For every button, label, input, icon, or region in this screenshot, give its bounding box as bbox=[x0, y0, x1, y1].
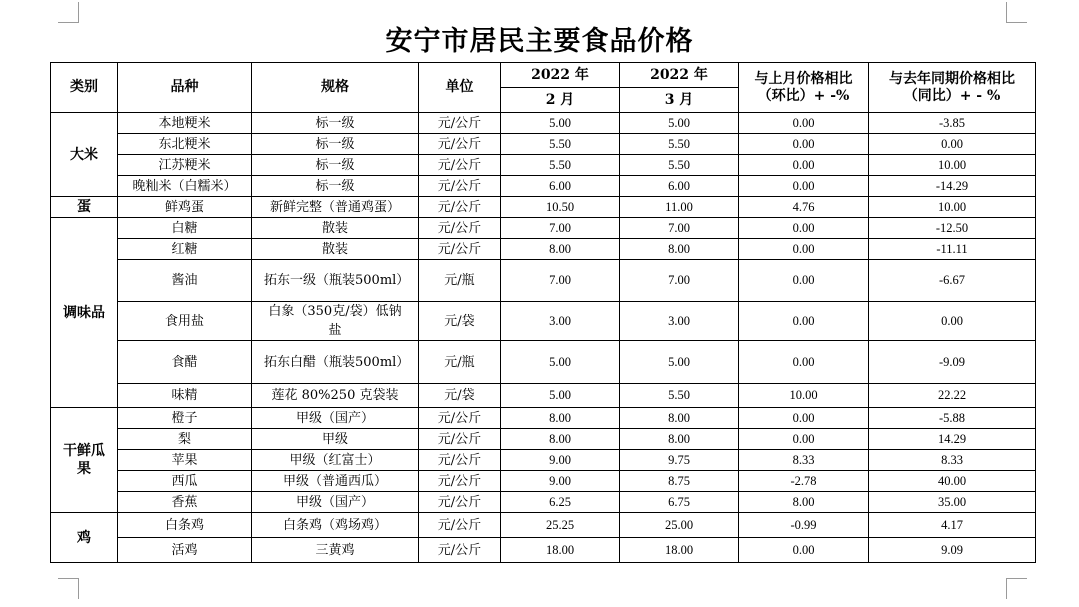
mar-price-cell: 5.50 bbox=[620, 155, 739, 176]
mar-price-cell: 8.75 bbox=[620, 471, 739, 492]
feb-price-cell: 9.00 bbox=[501, 450, 620, 471]
unit-cell: 元/公斤 bbox=[419, 429, 501, 450]
unit-cell: 元/公斤 bbox=[419, 471, 501, 492]
category-cell: 调味品 bbox=[51, 218, 118, 408]
spec-cell: 三黄鸡 bbox=[252, 538, 419, 563]
category-cell: 干鲜瓜果 bbox=[51, 408, 118, 513]
table-row bbox=[51, 538, 1036, 563]
spec-cell: 标一级 bbox=[252, 113, 419, 134]
header-variety: 品种 bbox=[118, 63, 252, 113]
spec-cell: 拓东一级（瓶装500ml） bbox=[252, 260, 419, 302]
feb-price-cell: 8.00 bbox=[501, 239, 620, 260]
variety-cell: 苹果 bbox=[118, 450, 252, 471]
yoy-change-cell: 4.17 bbox=[869, 513, 1036, 538]
variety-cell: 橙子 bbox=[118, 408, 252, 429]
mar-price-cell: 11.00 bbox=[620, 197, 739, 218]
mom-change-cell: 0.00 bbox=[739, 429, 869, 450]
mar-price-cell: 5.50 bbox=[620, 384, 739, 408]
table-row bbox=[51, 408, 1036, 429]
mom-change-cell: 10.00 bbox=[739, 384, 869, 408]
feb-price-cell: 7.00 bbox=[501, 260, 620, 302]
feb-price-cell: 18.00 bbox=[501, 538, 620, 563]
mom-change-cell: 0.00 bbox=[739, 538, 869, 563]
yoy-change-cell: 35.00 bbox=[869, 492, 1036, 513]
unit-cell: 元/公斤 bbox=[419, 450, 501, 471]
yoy-change-cell: -9.09 bbox=[869, 341, 1036, 384]
feb-price-cell: 3.00 bbox=[501, 302, 620, 341]
mar-price-cell: 9.75 bbox=[620, 450, 739, 471]
mar-price-cell: 5.50 bbox=[620, 134, 739, 155]
table-row bbox=[51, 492, 1036, 513]
unit-cell: 元/公斤 bbox=[419, 113, 501, 134]
table-row bbox=[51, 450, 1036, 471]
mar-price-cell: 7.00 bbox=[620, 218, 739, 239]
table-row bbox=[51, 260, 1036, 302]
unit-cell: 元/公斤 bbox=[419, 197, 501, 218]
variety-cell: 食醋 bbox=[118, 341, 252, 384]
mom-change-cell: 8.00 bbox=[739, 492, 869, 513]
category-cell: 大米 bbox=[51, 113, 118, 197]
variety-cell: 梨 bbox=[118, 429, 252, 450]
header-mom bbox=[739, 63, 869, 113]
header-spec: 规格 bbox=[252, 63, 419, 113]
table-row bbox=[51, 239, 1036, 260]
yoy-change-cell: -6.67 bbox=[869, 260, 1036, 302]
yoy-change-cell: 0.00 bbox=[869, 302, 1036, 341]
feb-price-cell: 5.00 bbox=[501, 341, 620, 384]
feb-price-cell: 5.00 bbox=[501, 113, 620, 134]
yoy-change-cell: 9.09 bbox=[869, 538, 1036, 563]
feb-price-cell: 9.00 bbox=[501, 471, 620, 492]
mar-price-cell: 5.00 bbox=[620, 341, 739, 384]
mar-price-cell: 8.00 bbox=[620, 429, 739, 450]
yoy-change-cell: 10.00 bbox=[869, 155, 1036, 176]
table-row bbox=[51, 341, 1036, 384]
mom-change-cell: 0.00 bbox=[739, 239, 869, 260]
yoy-change-cell: -3.85 bbox=[869, 113, 1036, 134]
feb-price-cell: 8.00 bbox=[501, 429, 620, 450]
yoy-change-cell: 14.29 bbox=[869, 429, 1036, 450]
mom-change-cell: 0.00 bbox=[739, 134, 869, 155]
spec-cell: 标一级 bbox=[252, 176, 419, 197]
yoy-change-cell: 10.00 bbox=[869, 197, 1036, 218]
header-unit: 单位 bbox=[419, 63, 501, 113]
table-row bbox=[51, 176, 1036, 197]
variety-cell: 香蕉 bbox=[118, 492, 252, 513]
mar-price-cell: 7.00 bbox=[620, 260, 739, 302]
spec-cell: 甲级（普通西瓜） bbox=[252, 471, 419, 492]
spec-cell: 白象（350克/袋）低钠盐 bbox=[252, 302, 419, 341]
page-title: 安宁市居民主要食品价格 bbox=[385, 26, 694, 57]
category-cell: 蛋 bbox=[51, 197, 118, 218]
feb-price-cell: 5.00 bbox=[501, 384, 620, 408]
unit-cell: 元/公斤 bbox=[419, 538, 501, 563]
spec-cell: 散装 bbox=[252, 218, 419, 239]
feb-price-cell: 7.00 bbox=[501, 218, 620, 239]
crop-mark-bottom-left bbox=[58, 578, 79, 599]
variety-cell: 白糖 bbox=[118, 218, 252, 239]
table-body bbox=[51, 113, 1036, 563]
yoy-change-cell: 8.33 bbox=[869, 450, 1036, 471]
yoy-change-cell: -11.11 bbox=[869, 239, 1036, 260]
crop-mark-bottom-right bbox=[1006, 578, 1027, 599]
table-row bbox=[51, 471, 1036, 492]
table-row bbox=[51, 513, 1036, 538]
table-row bbox=[51, 155, 1036, 176]
header-mom-line2: （环比）+ -% bbox=[757, 87, 850, 104]
variety-cell: 东北粳米 bbox=[118, 134, 252, 155]
yoy-change-cell: -14.29 bbox=[869, 176, 1036, 197]
variety-cell: 西瓜 bbox=[118, 471, 252, 492]
table-row bbox=[51, 197, 1036, 218]
mom-change-cell: 0.00 bbox=[739, 155, 869, 176]
table-row bbox=[51, 429, 1036, 450]
mar-price-cell: 25.00 bbox=[620, 513, 739, 538]
header-mom-line1: 与上月价格相比 bbox=[754, 70, 853, 87]
feb-price-cell: 10.50 bbox=[501, 197, 620, 218]
spec-cell: 散装 bbox=[252, 239, 419, 260]
header-yoy bbox=[869, 63, 1036, 113]
mom-change-cell: 8.33 bbox=[739, 450, 869, 471]
category-cell: 鸡 bbox=[51, 513, 118, 563]
unit-cell: 元/袋 bbox=[419, 302, 501, 341]
spec-cell: 标一级 bbox=[252, 155, 419, 176]
mar-price-cell: 3.00 bbox=[620, 302, 739, 341]
unit-cell: 元/公斤 bbox=[419, 218, 501, 239]
mar-price-cell: 5.00 bbox=[620, 113, 739, 134]
variety-cell: 活鸡 bbox=[118, 538, 252, 563]
unit-cell: 元/公斤 bbox=[419, 176, 501, 197]
yoy-change-cell: 40.00 bbox=[869, 471, 1036, 492]
spec-cell: 标一级 bbox=[252, 134, 419, 155]
mom-change-cell: 0.00 bbox=[739, 113, 869, 134]
feb-price-cell: 8.00 bbox=[501, 408, 620, 429]
variety-cell: 晚籼米（白糯米） bbox=[118, 176, 252, 197]
variety-cell: 酱油 bbox=[118, 260, 252, 302]
unit-cell: 元/公斤 bbox=[419, 408, 501, 429]
header-year-feb: 2022 年 bbox=[501, 63, 620, 88]
price-table bbox=[50, 62, 1036, 563]
mom-change-cell: -0.99 bbox=[739, 513, 869, 538]
mar-price-cell: 6.75 bbox=[620, 492, 739, 513]
unit-cell: 元/袋 bbox=[419, 384, 501, 408]
spec-cell: 新鲜完整（普通鸡蛋） bbox=[252, 197, 419, 218]
table-row bbox=[51, 134, 1036, 155]
variety-cell: 红糖 bbox=[118, 239, 252, 260]
spec-cell: 甲级（国产） bbox=[252, 492, 419, 513]
mom-change-cell: 0.00 bbox=[739, 218, 869, 239]
mar-price-cell: 8.00 bbox=[620, 408, 739, 429]
variety-cell: 本地粳米 bbox=[118, 113, 252, 134]
header-month-mar: 3 月 bbox=[620, 88, 739, 113]
variety-cell: 江苏粳米 bbox=[118, 155, 252, 176]
spec-cell: 莲花 80%250 克袋装 bbox=[252, 384, 419, 408]
header-category: 类别 bbox=[51, 63, 118, 113]
spec-cell: 甲级 bbox=[252, 429, 419, 450]
spec-cell: 甲级（红富士） bbox=[252, 450, 419, 471]
mom-change-cell: 0.00 bbox=[739, 341, 869, 384]
unit-cell: 元/瓶 bbox=[419, 260, 501, 302]
table-header bbox=[51, 63, 1036, 113]
yoy-change-cell: -12.50 bbox=[869, 218, 1036, 239]
mom-change-cell: 0.00 bbox=[739, 408, 869, 429]
spec-cell: 拓东白醋（瓶装500ml） bbox=[252, 341, 419, 384]
unit-cell: 元/公斤 bbox=[419, 239, 501, 260]
variety-cell: 味精 bbox=[118, 384, 252, 408]
table-row bbox=[51, 384, 1036, 408]
unit-cell: 元/公斤 bbox=[419, 155, 501, 176]
feb-price-cell: 6.00 bbox=[501, 176, 620, 197]
table-row bbox=[51, 302, 1036, 341]
mom-change-cell: -2.78 bbox=[739, 471, 869, 492]
table-row bbox=[51, 113, 1036, 134]
feb-price-cell: 5.50 bbox=[501, 155, 620, 176]
feb-price-cell: 6.25 bbox=[501, 492, 620, 513]
feb-price-cell: 5.50 bbox=[501, 134, 620, 155]
feb-price-cell: 25.25 bbox=[501, 513, 620, 538]
unit-cell: 元/瓶 bbox=[419, 341, 501, 384]
yoy-change-cell: -5.88 bbox=[869, 408, 1036, 429]
mar-price-cell: 8.00 bbox=[620, 239, 739, 260]
variety-cell: 食用盐 bbox=[118, 302, 252, 341]
header-month-feb: 2 月 bbox=[501, 88, 620, 113]
crop-mark-top-left bbox=[58, 2, 79, 23]
yoy-change-cell: 22.22 bbox=[869, 384, 1036, 408]
spec-cell: 甲级（国产） bbox=[252, 408, 419, 429]
yoy-change-cell: 0.00 bbox=[869, 134, 1036, 155]
mom-change-cell: 0.00 bbox=[739, 302, 869, 341]
mar-price-cell: 6.00 bbox=[620, 176, 739, 197]
spec-cell: 白条鸡（鸡场鸡） bbox=[252, 513, 419, 538]
variety-cell: 白条鸡 bbox=[118, 513, 252, 538]
mom-change-cell: 0.00 bbox=[739, 260, 869, 302]
variety-cell: 鲜鸡蛋 bbox=[118, 197, 252, 218]
mom-change-cell: 4.76 bbox=[739, 197, 869, 218]
table-row bbox=[51, 218, 1036, 239]
unit-cell: 元/公斤 bbox=[419, 513, 501, 538]
header-year-mar: 2022 年 bbox=[620, 63, 739, 88]
unit-cell: 元/公斤 bbox=[419, 492, 501, 513]
unit-cell: 元/公斤 bbox=[419, 134, 501, 155]
mar-price-cell: 18.00 bbox=[620, 538, 739, 563]
header-yoy-line2: （同比）+ - % bbox=[903, 87, 1001, 104]
mom-change-cell: 0.00 bbox=[739, 176, 869, 197]
header-yoy-line1: 与去年同期价格相比 bbox=[889, 70, 1015, 87]
crop-mark-top-right bbox=[1006, 2, 1027, 23]
